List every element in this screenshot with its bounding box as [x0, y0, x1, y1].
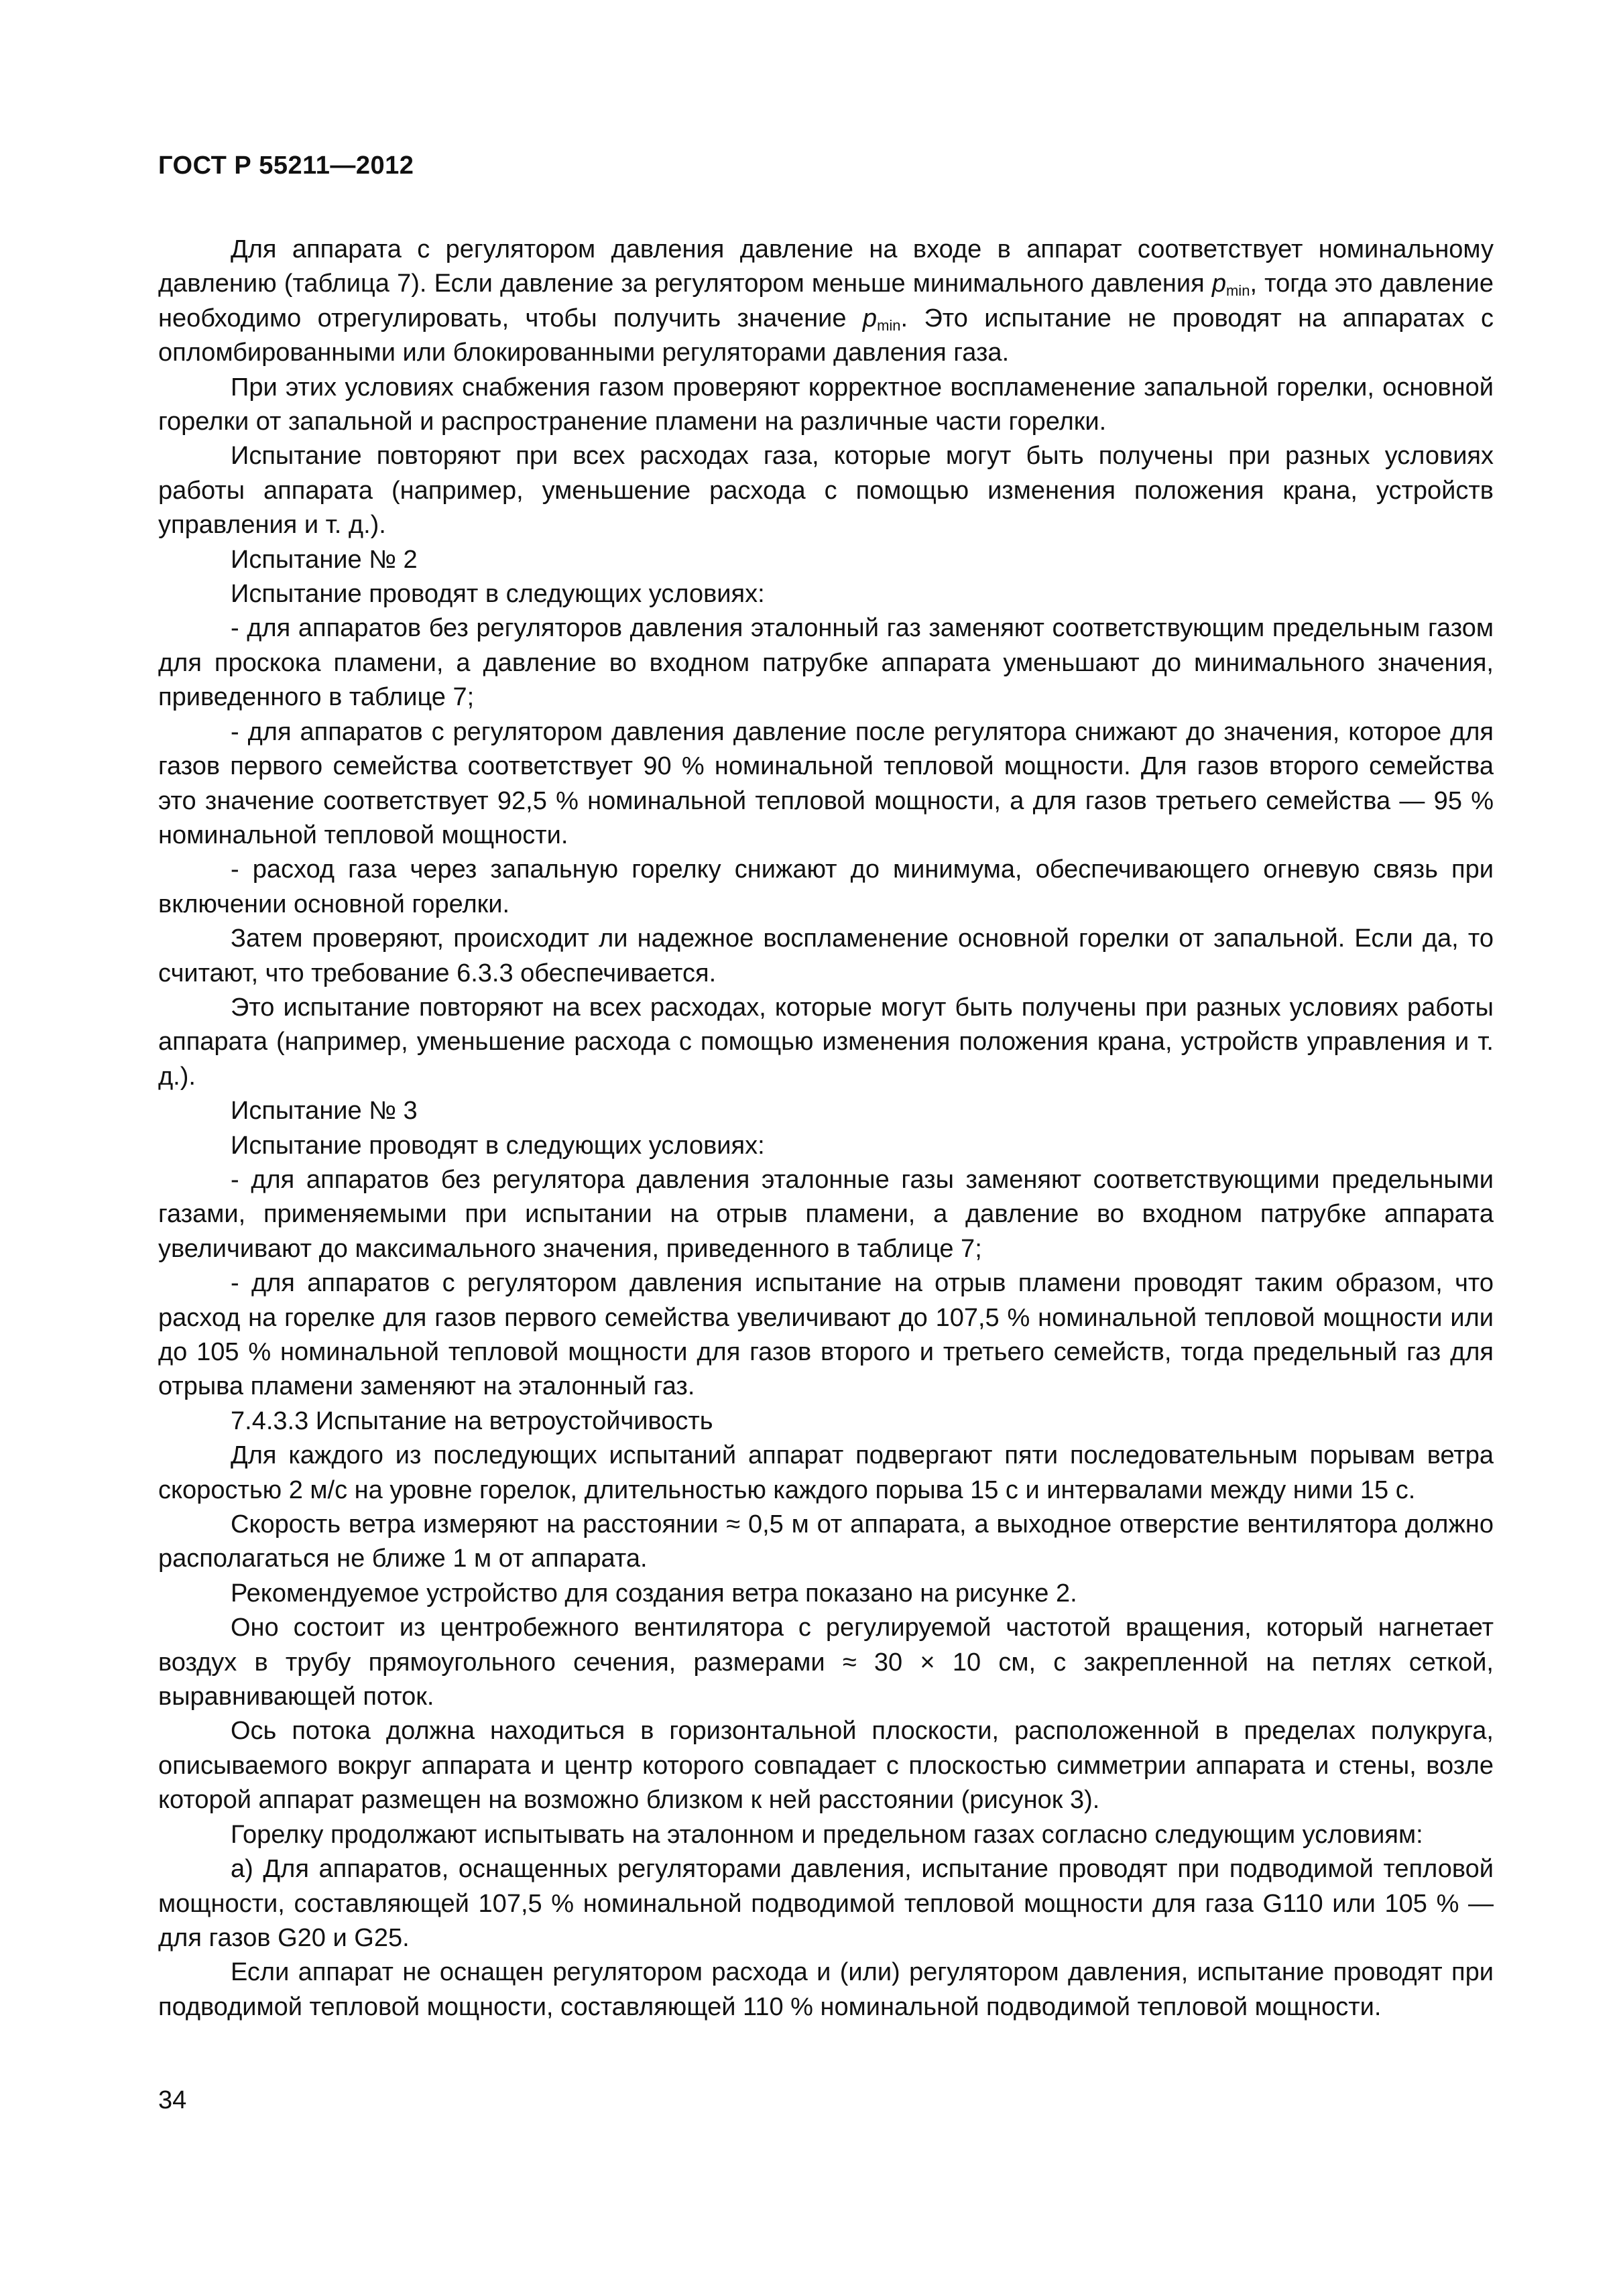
paragraph: Скорость ветра измеряют на расстоянии ≈ 0,5 м от аппарата, а выходное отверстие вентилятора должно располагаться не ближе 1 м от аппарата. [158, 1510, 1494, 1573]
list-item: - для аппаратов с регулятором давления давление после регулятора снижают до значения, которое для газов первого семейства соответствует 90 % номинальной тепловой мощности. Для газов второго семейства это значение соответствует 92,5 % номинальной тепловой мощности, а для газов третьего семейства — 95 % номинальной тепловой мощности. [158, 717, 1494, 849]
paragraph: Если аппарат не оснащен регулятором расхода и (или) регулятором давления, испытание проводят при подводимой тепловой мощности, составляющей 110 % номинальной подводимой тепловой мощности. [158, 1958, 1494, 2021]
paragraph: Испытание повторяют при всех расходах газа, которые могут быть получены при разных условиях работы аппарата (например, уменьшение расхода с помощью изменения положения крана, устройств управления и т. д.). [158, 442, 1494, 540]
list-item: - для аппаратов без регуляторов давления эталонный газ заменяют соответствующим предельным газом для проскока пламени, а давление во входном патрубке аппарата уменьшают до минимального значения, приведенного в таблице 7; [158, 614, 1494, 712]
list-item: - для аппаратов с регулятором давления испытание на отрыв пламени проводят таким образом, что расход на горелке для газов первого семейства увеличивают до 107,5 % номинальной тепловой мощности или до 105 % номинальной тепловой мощности для газов второго и третьего семейств, тогда предельный газ для отрыва пламени заменяют на эталонный газ. [158, 1269, 1494, 1401]
paragraph: Горелку продолжают испытывать на эталонном и предельном газах согласно следующим условиям: [231, 1820, 1423, 1849]
document-body [158, 233, 1494, 2025]
paragraph: Испытание проводят в следующих условиях: [231, 1131, 765, 1160]
paragraph: Ось потока должна находиться в горизонтальной плоскости, расположенной в пределах полукруга, описываемого вокруг аппарата и центр которого совпадает с плоскостью симметрии аппарата и стены, возле которой аппарат размещен на возможно близком к ней расстоянии (рисунок 3). [158, 1717, 1494, 1815]
document-header: ГОСТ Р 55211—2012 [158, 152, 414, 180]
paragraph: Для аппарата с регулятором давления давление на входе в аппарат соответствует номинальному давлению (таблица 7). Если давление за регулятором меньше минимального давления $p_{min}$, тогда это давление необходимо отрегулировать, чтобы получить значение $p_{min}$. Это испытание не проводят на аппаратах с опломбированными или блокированными регуляторами давления газа. [158, 235, 1494, 367]
paragraph: При этих условиях снабжения газом проверяют корректное воспламенение запальной горелки, основной горелки от запальной и распространение пламени на различные части горелки. [158, 373, 1494, 436]
paragraph: Затем проверяют, происходит ли надежное воспламенение основной горелки от запальной. Если да, то считают, что требование 6.3.3 обеспечивается. [158, 924, 1494, 987]
page-number: 34 [158, 2086, 187, 2114]
test-heading: Испытание № 3 [231, 1097, 418, 1126]
section-heading: 7.4.3.3 Испытание на ветроустойчивость [231, 1406, 713, 1435]
paragraph: Оно состоит из центробежного вентилятора с регулируемой частотой вращения, который нагнетает воздух в трубу прямоугольного сечения, размерами ≈ 30 × 10 см, с закрепленной на петлях сеткой, выравнивающей поток. [158, 1614, 1494, 1711]
paragraph: Испытание проводят в следующих условиях: [231, 580, 765, 609]
list-item: - расход газа через запальную горелку снижают до минимума, обеспечивающего огневую связь при включении основной горелки. [158, 855, 1494, 918]
test-heading: Испытание № 2 [231, 545, 418, 574]
paragraph: Рекомендуемое устройство для создания ветра показано на рисунке 2. [231, 1579, 1077, 1608]
list-item: - для аппаратов без регулятора давления эталонные газы заменяют соответствующими предельными газами, применяемыми при испытании на отрыв пламени, а давление во входном патрубке аппарата увеличивают до максимального значения, приведенного в таблице 7; [158, 1165, 1494, 1263]
list-item: а) Для аппаратов, оснащенных регуляторами давления, испытание проводят при подводимой тепловой мощности, составляющей 107,5 % номинальной подводимой тепловой мощности для газа G110 или 105 % — для газов G20 и G25. [158, 1855, 1494, 1952]
paragraph: Для каждого из последующих испытаний аппарат подвергают пяти последовательным порывам ветра скоростью 2 м/с на уровне горелок, длительностью каждого порыва 15 с и интервалами между ними 15 с. [158, 1441, 1494, 1504]
paragraph: Это испытание повторяют на всех расходах, которые могут быть получены при разных условиях работы аппарата (например, уменьшение расхода с помощью изменения положения крана, устройств управления и т. д.). [158, 993, 1494, 1091]
